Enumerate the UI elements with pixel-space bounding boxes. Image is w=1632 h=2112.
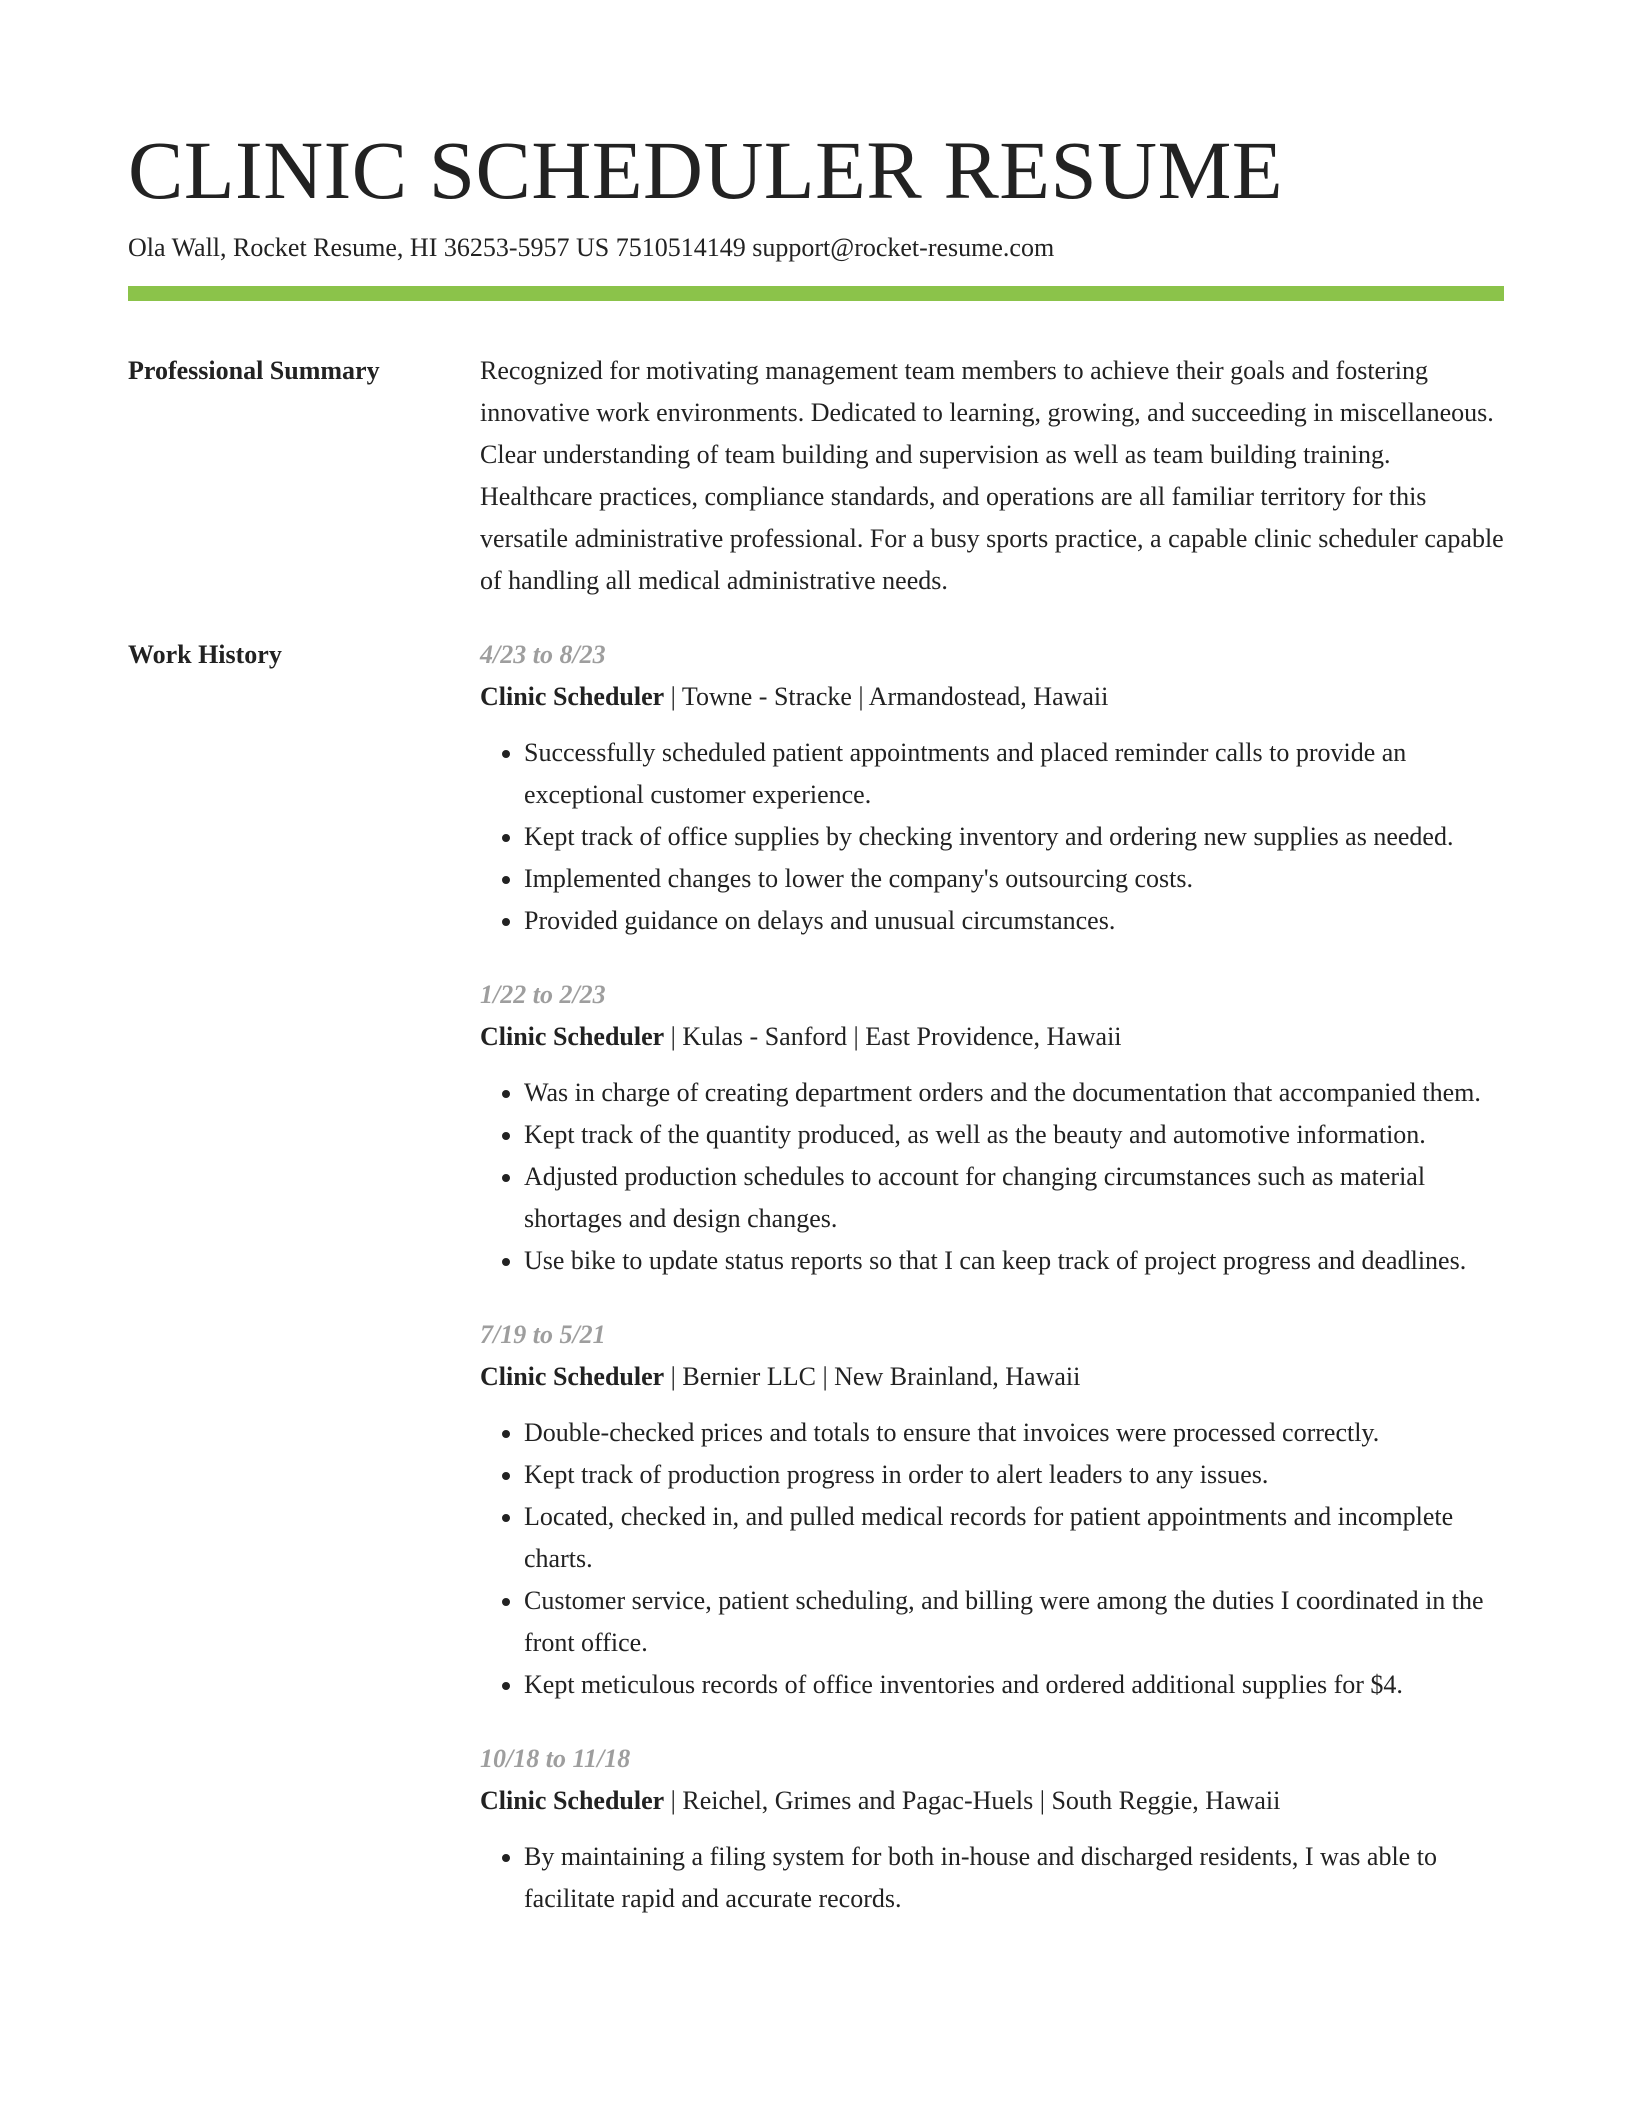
job-bullet: • Customer service, patient scheduling, and billing were among the duties I coordinated in the front office. (524, 1580, 1504, 1664)
job-heading (480, 1356, 1504, 1398)
job-bullet: • Provided guidance on delays and unusual circumstances. (524, 900, 1504, 942)
job-bullets (480, 732, 1504, 942)
job-title: Clinic Scheduler (480, 1786, 665, 1815)
job-bullets (480, 1072, 1504, 1282)
job-dates: 1/22 to 2/23 (480, 980, 606, 1009)
job-bullets (480, 1836, 1504, 1920)
job-bullet: • Successfully scheduled patient appointments and placed reminder calls to provide an exceptional customer experience. (524, 732, 1504, 816)
job-bullet: • Implemented changes to lower the company's outsourcing costs. (524, 858, 1504, 900)
job-entry (480, 1314, 1504, 1706)
job-company-location: | Towne - Stracke | Armandostead, Hawaii (664, 682, 1109, 711)
job-bullet: • Use bike to update status reports so that I can keep track of project progress and deadlines. (524, 1240, 1504, 1282)
work-history-section (128, 634, 1504, 1952)
job-heading (480, 1016, 1504, 1058)
job-bullet: • Was in charge of creating department orders and the documentation that accompanied them. (524, 1072, 1504, 1114)
job-dates: 4/23 to 8/23 (480, 640, 606, 669)
professional-summary-section (128, 350, 1504, 602)
job-dates: 10/18 to 11/18 (480, 1744, 631, 1773)
job-bullet: • Kept track of office supplies by checking inventory and ordering new supplies as needed. (524, 816, 1504, 858)
job-company-location: | Bernier LLC | New Brainland, Hawaii (664, 1362, 1081, 1391)
job-title: Clinic Scheduler (480, 682, 665, 711)
contact-line: Ola Wall, Rocket Resume, HI 36253-5957 US 7510514149 support@rocket-resume.com (128, 233, 1055, 262)
resume-title: CLINIC SCHEDULER RESUME (128, 124, 1284, 216)
job-bullet: • By maintaining a filing system for both in-house and discharged residents, I was able to facilitate rapid and accurate records. (524, 1836, 1504, 1920)
job-bullet: • Adjusted production schedules to account for changing circumstances such as material shortages and design changes. (524, 1156, 1504, 1240)
job-company-location: | Reichel, Grimes and Pagac-Huels | South Reggie, Hawaii (664, 1786, 1281, 1815)
job-company-location: | Kulas - Sanford | East Providence, Hawaii (664, 1022, 1122, 1051)
job-bullet: • Kept meticulous records of office inventories and ordered additional supplies for $4. (524, 1664, 1504, 1706)
job-entry (480, 1738, 1504, 1920)
job-bullet: • Kept track of production progress in order to alert leaders to any issues. (524, 1454, 1504, 1496)
job-entry (480, 634, 1504, 942)
section-label-summary: Professional Summary (128, 356, 380, 385)
work-history-list (480, 634, 1504, 1952)
job-dates: 7/19 to 5/21 (480, 1320, 606, 1349)
summary-text: Recognized for motivating management team members to achieve their goals and fostering innovative work environments. Dedicated to learning, growing, and succeeding in miscellaneous. Clear understanding of team building and supervision as well as team building training. Healthcare practices, compliance standards, and operations are all familiar territory for this versatile administrative professional. For a busy sports practice, a capable clinic scheduler capable of handling all medical administrative needs. (480, 356, 1504, 595)
job-bullets (480, 1412, 1504, 1706)
resume-sections (128, 350, 1504, 1984)
job-title: Clinic Scheduler (480, 1022, 665, 1051)
job-entry (480, 974, 1504, 1282)
job-heading (480, 1780, 1504, 1822)
accent-divider (128, 286, 1504, 301)
job-bullet: • Located, checked in, and pulled medical records for patient appointments and incomplete charts. (524, 1496, 1504, 1580)
job-heading (480, 676, 1504, 718)
job-bullet: • Kept track of the quantity produced, as well as the beauty and automotive information. (524, 1114, 1504, 1156)
job-title: Clinic Scheduler (480, 1362, 665, 1391)
section-label-work-history: Work History (128, 640, 282, 669)
job-bullet: • Double-checked prices and totals to ensure that invoices were processed correctly. (524, 1412, 1504, 1454)
